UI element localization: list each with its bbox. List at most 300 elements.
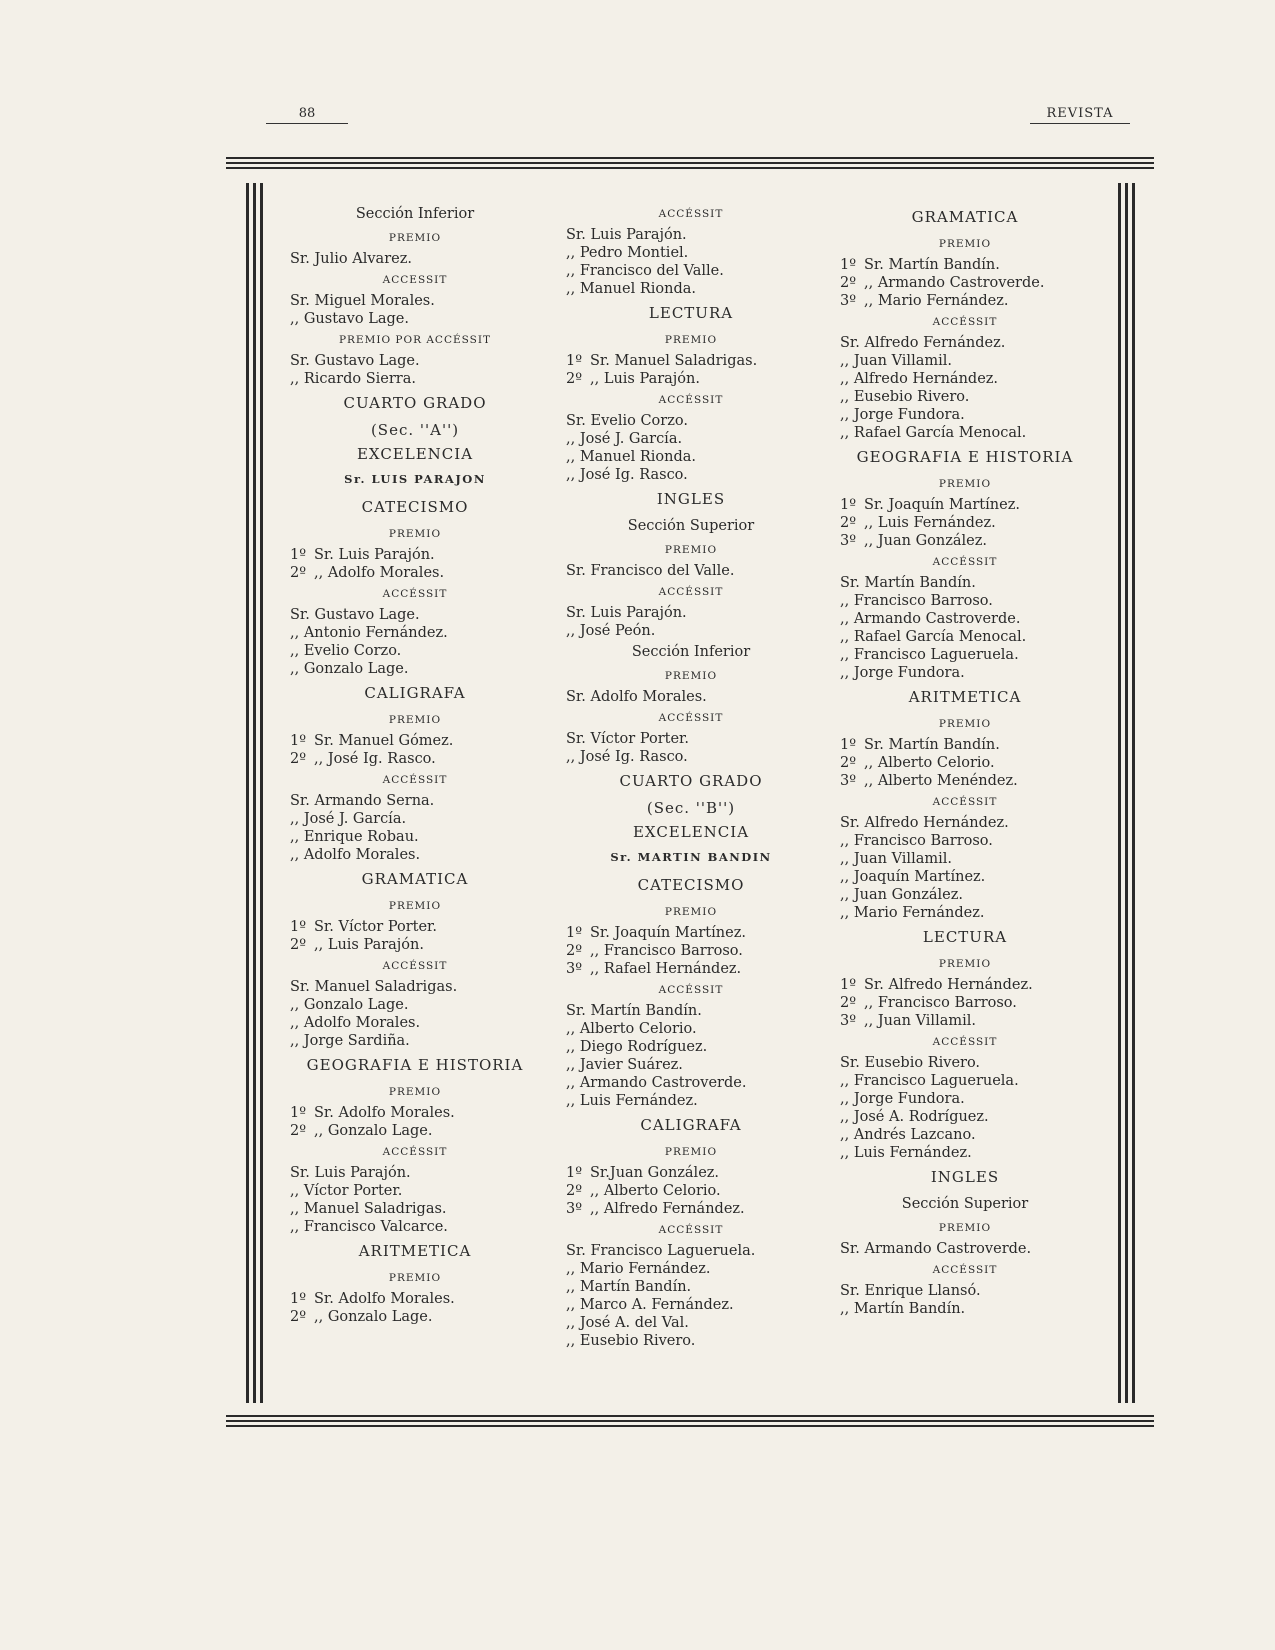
entry-text: (Sec. ''A'') [370,421,460,439]
entry-text: PREMIO [388,714,442,726]
award-entry [566,730,816,748]
award-entry [290,978,540,996]
grade-heading [290,442,540,466]
award-label [840,712,1090,736]
award-entry [840,256,1090,274]
award-entry [840,496,1090,514]
entry-text: Sr. Manuel Gómez. [314,733,454,749]
rank-number: 2º [566,943,583,959]
award-entry [290,250,540,268]
award-entry [566,412,816,430]
award-entry [290,564,540,582]
entry-text: ,, Ricardo Sierra. [290,371,416,387]
award-entry [290,1122,540,1140]
award-label [290,582,540,606]
award-entry [566,370,816,388]
award-entry [840,592,1090,610]
right-border-rule [1118,183,1135,1403]
award-entry [566,352,816,370]
entry-text: Sr. Manuel Saladrigas. [290,979,458,995]
grade-heading [290,418,540,442]
award-entry [566,1332,816,1350]
entry-text: ACCÉSSIT [382,1146,448,1158]
award-label [290,226,540,250]
award-entry [566,280,816,298]
award-entry [566,748,816,766]
entry-text: PREMIO [664,906,718,918]
entry-text: Sr. Enrique Llansó. [840,1283,981,1299]
rank-number: 1º [566,1165,583,1181]
subject-heading [840,1162,1090,1192]
award-entry [840,1282,1090,1300]
award-entry [566,562,816,580]
rank-number: 2º [290,751,307,767]
entry-text: EXCELENCIA [632,823,750,841]
award-label [566,538,816,562]
rank-number: 2º [290,1309,307,1325]
entry-text: PREMIO [938,958,992,970]
entry-text: ACCÉSSIT [658,394,724,406]
entry-text: ,, Adolfo Morales. [290,847,421,863]
subject-heading [840,682,1090,712]
award-entry [840,754,1090,772]
entry-text: ,, Antonio Fernández. [290,625,448,641]
entry-text: ACCÉSSIT [658,1224,724,1236]
entry-text: Sr. Joaquín Martínez. [590,925,746,941]
entry-text: ,, Francisco Barroso. [590,943,743,959]
grade-heading [566,820,816,844]
award-entry [840,574,1090,592]
entry-text: ,, Rafael García Menocal. [840,425,1027,441]
entry-text: ,, Alberto Celorio. [590,1183,721,1199]
subject-heading [290,492,540,522]
grade-heading [566,796,816,820]
award-label [840,1258,1090,1282]
entry-text: Sr. Armando Serna. [290,793,435,809]
entry-text: ACCÉSSIT [932,1264,998,1276]
entry-text: Sr. Julio Alvarez. [290,251,412,267]
entry-text: ,, Mario Fernández. [864,293,1009,309]
award-entry [840,334,1090,352]
entry-text: ,, Mario Fernández. [840,905,985,921]
award-entry [566,1056,816,1074]
entry-text: PREMIO [664,1146,718,1158]
award-entry [290,1032,540,1050]
rank-number: 2º [290,565,307,581]
award-entry [566,1020,816,1038]
award-entry [566,622,816,640]
entry-text: ,, Alfredo Fernández. [590,1201,745,1217]
entry-text: INGLES [656,490,726,508]
award-label [290,708,540,732]
entry-text: Sr. Adolfo Morales. [314,1291,455,1307]
rank-number: 1º [840,737,857,753]
award-entry [566,1296,816,1314]
entry-text: CATECISMO [637,876,745,894]
award-label [290,1080,540,1104]
award-entry [840,1054,1090,1072]
entry-text: ,, Joaquín Martínez. [840,869,986,885]
award-entry [290,292,540,310]
entry-text: ,, Manuel Saladrigas. [290,1201,447,1217]
award-entry [566,1074,816,1092]
entry-text: Sr. Francisco Lagueruela. [566,1243,756,1259]
award-entry [840,664,1090,682]
entry-text: ,, Juan Villamil. [864,1013,976,1029]
award-entry [290,370,540,388]
section-heading [566,514,816,538]
entry-text: PREMIO [388,528,442,540]
entry-text: Sr. Víctor Porter. [566,731,690,747]
award-entry [566,1002,816,1020]
award-entry [840,424,1090,442]
entry-text: Sr. Alfredo Hernández. [864,977,1033,993]
award-entry [290,660,540,678]
award-entry [840,1144,1090,1162]
award-entry [290,1182,540,1200]
entry-text: ,, Rafael García Menocal. [840,629,1027,645]
entry-text: CUARTO GRADO [619,772,763,790]
entry-text: ,, Armando Castroverde. [566,1075,747,1091]
award-label [290,954,540,978]
award-label [566,580,816,604]
award-entry [566,1278,816,1296]
award-entry [840,1126,1090,1144]
rank-number: 3º [566,1201,583,1217]
entry-text: CALIGRAFA [364,684,466,702]
entry-text: GEOGRAFIA E HISTORIA [306,1056,524,1074]
award-label [840,472,1090,496]
award-entry [840,1012,1090,1030]
subject-heading [566,298,816,328]
award-entry [290,996,540,1014]
rank-number: 1º [840,257,857,273]
section-heading [290,202,540,226]
entry-text: ACCÉSSIT [658,712,724,724]
entry-text: ,, Alberto Celorio. [864,755,995,771]
entry-text: Sr. Gustavo Lage. [290,353,420,369]
award-entry [290,352,540,370]
award-label [840,1030,1090,1054]
award-label [840,232,1090,256]
entry-text: ,, José Ig. Rasco. [314,751,436,767]
subject-heading [290,1050,540,1080]
award-label [840,790,1090,814]
rank-number: 1º [290,547,307,563]
award-entry [566,1200,816,1218]
entry-text: ,, Javier Suárez. [566,1057,683,1073]
entry-text: ,, Juan Villamil. [840,851,952,867]
award-entry [840,406,1090,424]
award-entry [290,606,540,624]
award-label [840,1216,1090,1240]
rank-number: 2º [290,1123,307,1139]
entry-text: ,, Eusebio Rivero. [566,1333,696,1349]
award-entry [566,1092,816,1110]
entry-text: ACCÉSSIT [932,316,998,328]
page-number: 88 [266,106,348,124]
award-entry [290,1308,540,1326]
award-entry [290,1290,540,1308]
entry-text: EXCELENCIA [356,445,474,463]
entry-text: ,, Jorge Fundora. [840,407,965,423]
entry-text: ,, Adolfo Morales. [290,1015,421,1031]
award-entry [290,1164,540,1182]
award-entry [566,1182,816,1200]
award-label [566,1140,816,1164]
entry-text: ,, Víctor Porter. [290,1183,403,1199]
entry-text: ,, Francisco Valcarce. [290,1219,448,1235]
entry-text: Sr. Luis Parajón. [566,227,687,243]
entry-text: Sr. Adolfo Morales. [566,689,707,705]
entry-text: PREMIO [664,544,718,556]
award-entry [840,868,1090,886]
rank-number: 2º [840,515,857,531]
entry-text: ACCÉSSIT [658,208,724,220]
entry-text: PREMIO [388,1272,442,1284]
rank-number: 1º [290,1105,307,1121]
entry-text: Sr. Evelio Corzo. [566,413,688,429]
entry-text: ,, Pedro Montiel. [566,245,689,261]
rank-number: 2º [566,371,583,387]
entry-text: ,, Manuel Rionda. [566,281,696,297]
entry-text: Sr. Manuel Saladrigas. [590,353,758,369]
award-entry [290,1104,540,1122]
award-entry [290,918,540,936]
entry-text: ACCESSIT [382,274,448,286]
award-entry [840,1300,1090,1318]
top-border-rule [226,157,1154,172]
entry-text: ,, Francisco Lagueruela. [840,1073,1019,1089]
entry-text: ACCÉSSIT [932,1036,998,1048]
award-entry [290,624,540,642]
award-entry [290,936,540,954]
award-entry [840,292,1090,310]
award-entry [840,610,1090,628]
award-entry [566,262,816,280]
entry-text: ,, Alberto Celorio. [566,1021,697,1037]
entry-text: Sr. Alfredo Fernández. [840,335,1006,351]
rank-number: 2º [290,937,307,953]
entry-text: PREMIO [938,1222,992,1234]
award-entry [290,310,540,328]
award-column-3 [840,202,1090,1318]
entry-text: ,, Francisco Lagueruela. [840,647,1019,663]
entry-text: ,, Alfredo Hernández. [840,371,999,387]
award-label [290,768,540,792]
entry-text: PREMIO [938,238,992,250]
excellence-name [566,844,816,870]
award-label [290,894,540,918]
entry-text: Sr. Miguel Morales. [290,293,435,309]
entry-text: Sección Inferior [355,206,475,222]
entry-text: ACCÉSSIT [658,586,724,598]
entry-text: ,, Martín Bandín. [566,1279,692,1295]
award-entry [840,628,1090,646]
running-head: REVISTA [1030,106,1130,124]
award-entry [566,960,816,978]
subject-heading [840,202,1090,232]
rank-number: 2º [566,1183,583,1199]
entry-text: ,, Francisco Barroso. [864,995,1017,1011]
award-entry [566,1164,816,1182]
entry-text: ,, Luis Fernández. [566,1093,698,1109]
subject-heading [290,388,540,418]
entry-text: CUARTO GRADO [343,394,487,412]
award-entry [290,846,540,864]
rank-number: 3º [840,773,857,789]
rank-number: 2º [840,995,857,1011]
entry-text: Sr. Martín Bandín. [864,737,1000,753]
entry-text: ,, Diego Rodríguez. [566,1039,708,1055]
excellence-name [290,466,540,492]
award-entry [290,642,540,660]
award-entry [290,810,540,828]
entry-text: ,, Enrique Robau. [290,829,419,845]
subject-heading [566,484,816,514]
entry-text: ,, Martín Bandín. [840,1301,966,1317]
award-entry [566,942,816,960]
award-entry [840,994,1090,1012]
entry-text: ,, José J. García. [566,431,683,447]
rank-number: 3º [840,293,857,309]
award-entry [840,814,1090,832]
award-entry [840,370,1090,388]
entry-text: PREMIO [388,1086,442,1098]
award-entry [840,646,1090,664]
entry-text: Sr.Juan González. [590,1165,720,1181]
award-entry [290,732,540,750]
award-label [566,706,816,730]
award-entry [566,448,816,466]
award-entry [840,274,1090,292]
entry-text: ACCÉSSIT [658,984,724,996]
award-label [566,900,816,924]
rank-number: 1º [566,925,583,941]
award-label [566,328,816,352]
award-entry [566,688,816,706]
entry-text: ,, Alberto Menéndez. [864,773,1018,789]
entry-text: ,, José J. García. [290,811,407,827]
award-entry [566,924,816,942]
entry-text: PREMIO [938,718,992,730]
entry-text: ,, Marco A. Fernández. [566,1297,734,1313]
award-entry [840,514,1090,532]
rank-number: 1º [566,353,583,369]
entry-text: Sr. Martín Bandín. [566,1003,702,1019]
entry-text: ,, Francisco del Valle. [566,263,724,279]
entry-text: ARITMETICA [908,688,1022,706]
entry-text: ,, José A. del Val. [566,1315,689,1331]
entry-text: Sr. LUIS PARAJON [344,472,486,486]
entry-text: ,, Rafael Hernández. [590,961,742,977]
entry-text: ,, Juan González. [840,887,963,903]
entry-text: ACCÉSSIT [932,556,998,568]
entry-text: Sr. Luis Parajón. [290,1165,411,1181]
rank-number: 3º [566,961,583,977]
award-entry [566,1260,816,1278]
entry-text: ARITMETICA [358,1242,472,1260]
entry-text: PREMIO POR ACCÉSSIT [338,334,492,346]
rank-number: 3º [840,1013,857,1029]
entry-text: PREMIO [664,670,718,682]
rank-number: 1º [290,919,307,935]
rank-number: 1º [840,977,857,993]
rank-number: 2º [840,755,857,771]
entry-text: ,, Eusebio Rivero. [840,389,970,405]
section-heading [840,1192,1090,1216]
entry-text: (Sec. ''B'') [646,799,736,817]
award-entry [566,430,816,448]
award-entry [290,1218,540,1236]
bottom-border-rule [226,1415,1154,1430]
entry-text: Sr. Martín Bandín. [864,257,1000,273]
award-entry [566,226,816,244]
award-entry [840,832,1090,850]
entry-text: LECTURA [648,304,734,322]
subject-heading [566,1110,816,1140]
award-label [566,1218,816,1242]
entry-text: Sr. Alfredo Hernández. [840,815,1009,831]
award-column-1 [290,202,540,1326]
entry-text: ,, Adolfo Morales. [314,565,445,581]
award-entry [840,736,1090,754]
award-entry [290,546,540,564]
entry-text: ACCÉSSIT [932,796,998,808]
entry-text: ,, Francisco Barroso. [840,593,993,609]
section-heading [566,640,816,664]
entry-text: Sección Superior [627,518,755,534]
rank-number: 3º [840,533,857,549]
award-entry [290,828,540,846]
award-entry [840,772,1090,790]
entry-text: ,, Armando Castroverde. [864,275,1045,291]
entry-text: ,, José Peón. [566,623,656,639]
entry-text: ,, Juan Villamil. [840,353,952,369]
award-entry [840,1090,1090,1108]
award-entry [290,1200,540,1218]
rank-number: 1º [840,497,857,513]
award-label [290,328,540,352]
entry-text: ,, Manuel Rionda. [566,449,696,465]
award-label [840,310,1090,334]
award-entry [566,244,816,262]
entry-text: Sr. Eusebio Rivero. [840,1055,981,1071]
entry-text: Sr. Martín Bandín. [840,575,976,591]
entry-text: ,, Gonzalo Lage. [314,1123,433,1139]
entry-text: ,, Armando Castroverde. [840,611,1021,627]
entry-text: ,, Andrés Lazcano. [840,1127,976,1143]
entry-text: GEOGRAFIA E HISTORIA [856,448,1074,466]
entry-text: ,, José Ig. Rasco. [566,749,688,765]
subject-heading [566,766,816,796]
award-entry [840,904,1090,922]
entry-text: Sr. Joaquín Martínez. [864,497,1020,513]
entry-text: GRAMATICA [361,870,469,888]
award-entry [566,466,816,484]
entry-text: PREMIO [388,900,442,912]
subject-heading [840,922,1090,952]
entry-text: Sr. Luis Parajón. [566,605,687,621]
entry-text: PREMIO [938,478,992,490]
award-label [566,388,816,412]
entry-text: INGLES [930,1168,1000,1186]
award-entry [290,792,540,810]
entry-text: ,, Jorge Sardiña. [290,1033,410,1049]
entry-text: ,, José A. Rodríguez. [840,1109,989,1125]
award-label [840,952,1090,976]
award-column-2 [566,202,816,1350]
